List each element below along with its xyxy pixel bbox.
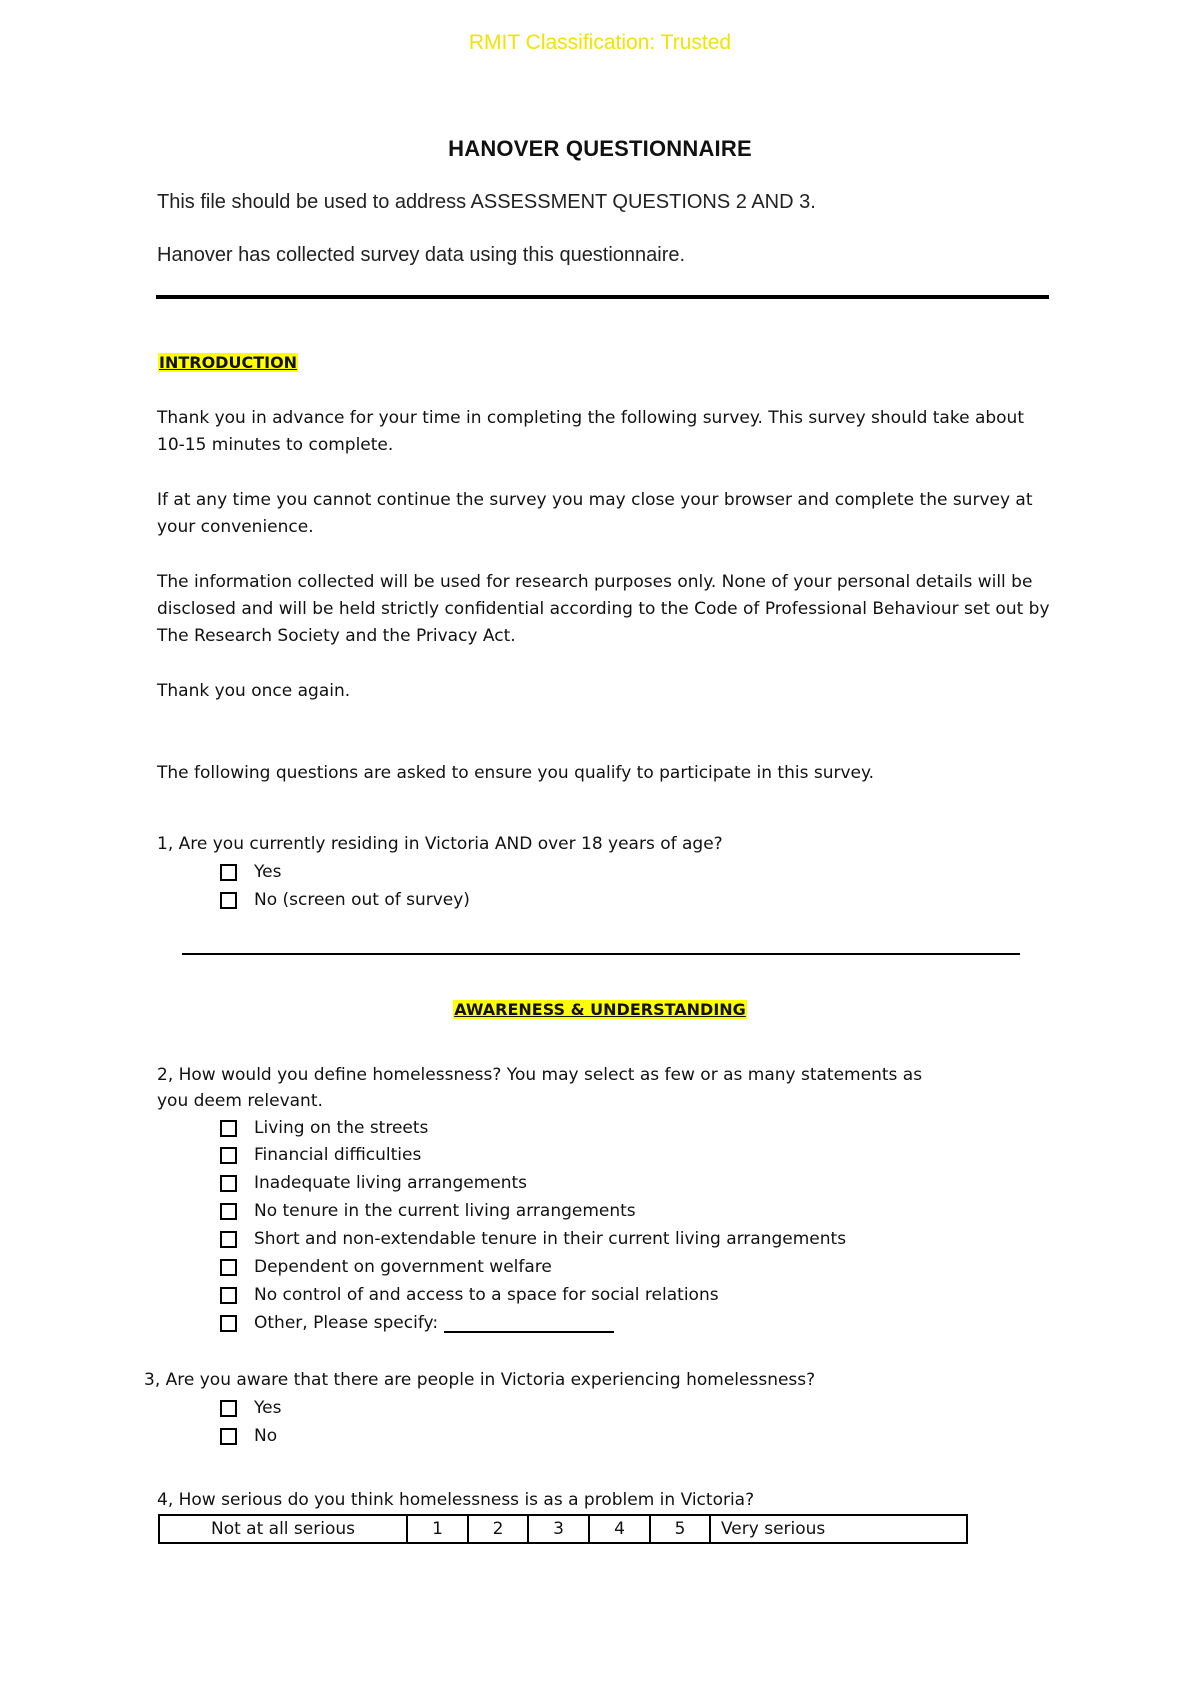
section-divider [156, 295, 1049, 299]
checkbox-icon[interactable] [220, 1175, 237, 1192]
page-title: HANOVER QUESTIONNAIRE [448, 136, 752, 161]
q2-option-2[interactable]: Financial difficulties [220, 1141, 421, 1169]
q2-option-6[interactable]: Dependent on government welfare [220, 1253, 552, 1281]
q2-option-7[interactable]: No control of and access to a space for social relations [220, 1281, 719, 1309]
seriousness-scale [158, 1514, 968, 1544]
section-divider-2 [182, 953, 1020, 955]
intro-paragraph-4: Thank you once again. [157, 681, 351, 701]
question-1: 1, Are you currently residing in Victoria AND over 18 years of age? [157, 834, 723, 854]
scale-option-2[interactable]: 2 [468, 1515, 528, 1543]
checkbox-icon[interactable] [220, 892, 237, 909]
checkbox-icon[interactable] [220, 1120, 237, 1137]
checkbox-icon[interactable] [220, 1400, 237, 1417]
checkbox-icon[interactable] [220, 1259, 237, 1276]
q3-option-no[interactable]: No [220, 1422, 277, 1450]
checkbox-icon[interactable] [220, 1203, 237, 1220]
q2-option-1[interactable]: Living on the streets [220, 1114, 428, 1142]
checkbox-icon[interactable] [220, 1315, 237, 1332]
q3-option-yes[interactable]: Yes [220, 1394, 281, 1422]
scale-option-3[interactable]: 3 [528, 1515, 589, 1543]
scale-low-label: Not at all serious [159, 1515, 407, 1543]
intro-paragraph-2: If at any time you cannot continue the survey you may close your browser and complete the survey at your convenience. [157, 490, 1033, 537]
subtitle-assessment: This file should be used to address ASSESSMENT QUESTIONS 2 AND 3. [157, 191, 816, 213]
q1-option-no[interactable]: No (screen out of survey) [220, 886, 470, 914]
checkbox-icon[interactable] [220, 864, 237, 881]
introduction-heading: INTRODUCTION [159, 353, 298, 372]
q2-option-5[interactable]: Short and non-extendable tenure in their current living arrangements [220, 1225, 846, 1253]
q2-option-other[interactable]: Other, Please specify: [220, 1309, 614, 1337]
question-2-line-2: you deem relevant. [157, 1091, 323, 1111]
scale-option-4[interactable]: 4 [589, 1515, 650, 1543]
checkbox-icon[interactable] [220, 1147, 237, 1164]
question-3: 3, Are you aware that there are people in Victoria experiencing homelessness? [144, 1370, 816, 1390]
intro-paragraph-5: The following questions are asked to ensure you qualify to participate in this survey. [157, 763, 875, 783]
checkbox-icon[interactable] [220, 1231, 237, 1248]
checkbox-icon[interactable] [220, 1428, 237, 1445]
q2-option-3[interactable]: Inadequate living arrangements [220, 1169, 527, 1197]
intro-paragraph-3: The information collected will be used for research purposes only. None of your personal details will be disclosed and will be held strictly confidential according to the Code of Professional Behaviour set out by The Research Society and the Privacy Act. [157, 572, 1050, 646]
question-2-line-1: 2, How would you define homelessness? You may select as few or as many statements as [157, 1065, 923, 1085]
scale-option-1[interactable]: 1 [407, 1515, 468, 1543]
scale-option-5[interactable]: 5 [650, 1515, 710, 1543]
question-4: 4, How serious do you think homelessness is as a problem in Victoria? [157, 1490, 755, 1510]
scale-high-label: Very serious [710, 1515, 967, 1543]
awareness-heading: AWARENESS & UNDERSTANDING [454, 1000, 746, 1019]
other-specify-field[interactable] [444, 1313, 614, 1333]
intro-paragraph-1: Thank you in advance for your time in completing the following survey. This survey should take about 10-15 minutes to complete. [157, 408, 1024, 455]
q1-option-yes[interactable]: Yes [220, 858, 281, 886]
subtitle-survey: Hanover has collected survey data using this questionnaire. [157, 244, 686, 266]
q2-option-4[interactable]: No tenure in the current living arrangements [220, 1197, 636, 1225]
checkbox-icon[interactable] [220, 1287, 237, 1304]
classification-label: RMIT Classification: Trusted [468, 31, 732, 54]
